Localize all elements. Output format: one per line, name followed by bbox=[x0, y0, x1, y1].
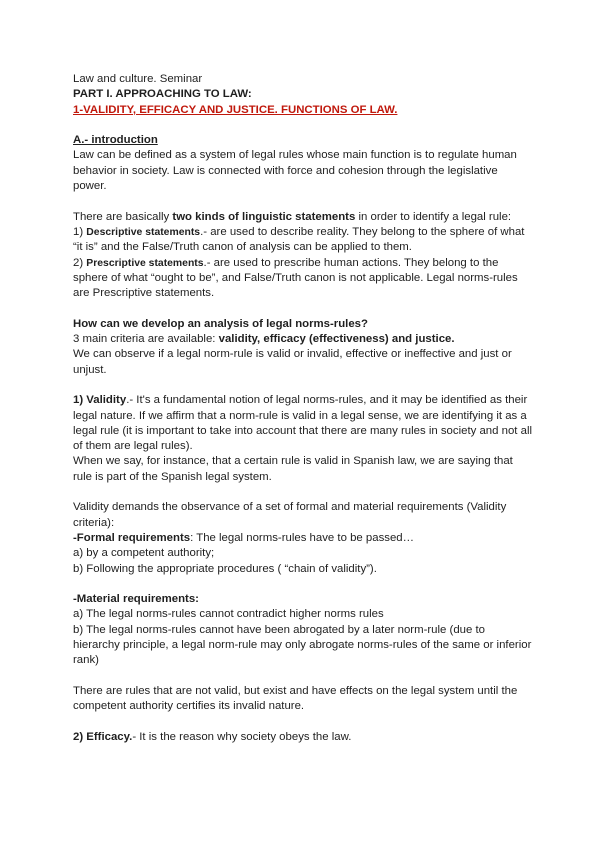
descriptive-item bbox=[73, 225, 533, 256]
formal-item-b: b) Following the appropriate procedures ( “chain of validity”). bbox=[73, 562, 377, 575]
section-title: 1-VALIDITY, EFFICACY AND JUSTICE. FUNCTIONS OF LAW. bbox=[73, 103, 398, 116]
formal-requirements bbox=[73, 531, 533, 546]
validity-paragraph bbox=[73, 393, 533, 454]
efficacy-paragraph bbox=[73, 730, 533, 745]
validity-text: .- It's a fundamental notion of legal norms-rules, and it may be identified as their legal nature. If we affirm that a norm-rule is valid in a legal sense, we are identifying it as a legal rule (it is important to take into account that there are many rules in society and not all of them are legal rules). bbox=[73, 394, 533, 453]
statements-emphasis: two kinds of linguistic statements bbox=[172, 210, 356, 223]
text-span: in order to identify a legal rule: bbox=[355, 210, 512, 223]
item-number: 1) bbox=[73, 225, 87, 238]
efficacy-text: - It is the reason why society obeys the law. bbox=[132, 730, 352, 743]
intro-heading: A.- introduction bbox=[73, 134, 158, 147]
text-span: There are basically bbox=[73, 210, 173, 223]
formal-text: : The legal norms-rules have to be passed… bbox=[190, 531, 415, 544]
material-item-b: b) The legal norms-rules cannot have been abrogated by a later norm-rule (due to hierarchy principle, a legal norm-rule may only abrogate norms-rules of the same or inferior rank) bbox=[73, 623, 532, 667]
invalid-rules-paragraph: There are rules that are not valid, but exist and have effects on the legal system until the competent authority certifies its invalid nature. bbox=[73, 684, 518, 713]
statements-paragraph bbox=[73, 210, 533, 225]
item-text: .- are used to prescribe human actions. They belong to the sphere of what “ought to be”, and False/Truth canon is not applicable. Legal norms-rules are Prescriptive statements. bbox=[73, 256, 518, 300]
text-span: 3 main criteria are available: bbox=[73, 333, 219, 346]
validity-requirements-intro: Validity demands the observance of a set of formal and material requirements (Validity criteria): bbox=[73, 501, 507, 529]
formal-label: -Formal requirements bbox=[73, 531, 191, 544]
validity-label: 1) Validity bbox=[73, 394, 127, 407]
criteria-emphasis: validity, efficacy (effectiveness) and justice. bbox=[218, 333, 455, 346]
item-text: .- are used to describe reality. They belong to the sphere of what “it is” and the False/Truth canon of analysis can be applied to them. bbox=[73, 225, 525, 254]
efficacy-label: 2) Efficacy. bbox=[73, 730, 133, 743]
descriptive-term: Descriptive statements bbox=[86, 226, 201, 238]
formal-item-a: a) by a competent authority; bbox=[73, 547, 215, 560]
intro-paragraph: Law can be defined as a system of legal rules whose main function is to regulate human behavior in society. Law is connected with force and cohesion through the legislative power. bbox=[73, 149, 517, 193]
document-body bbox=[73, 72, 533, 745]
analysis-heading: How can we develop an analysis of legal norms-rules? bbox=[73, 317, 368, 330]
item-number: 2) bbox=[73, 256, 87, 269]
material-heading: -Material requirements: bbox=[73, 593, 199, 606]
prescriptive-term: Prescriptive statements bbox=[86, 257, 204, 269]
prescriptive-item bbox=[73, 256, 533, 302]
validity-example: When we say, for instance, that a certain rule is valid in Spanish law, we are saying that rule is part of the Spanish legal system. bbox=[73, 455, 513, 483]
criteria-line bbox=[73, 332, 533, 347]
course-title: Law and culture. Seminar bbox=[73, 73, 203, 85]
criteria-explanation: We can observe if a legal norm-rule is valid or invalid, effective or ineffective and just or unjust. bbox=[73, 348, 512, 376]
part-title: PART I. APPROACHING TO LAW: bbox=[73, 88, 252, 101]
material-item-a: a) The legal norms-rules cannot contradict higher norms rules bbox=[73, 608, 384, 621]
